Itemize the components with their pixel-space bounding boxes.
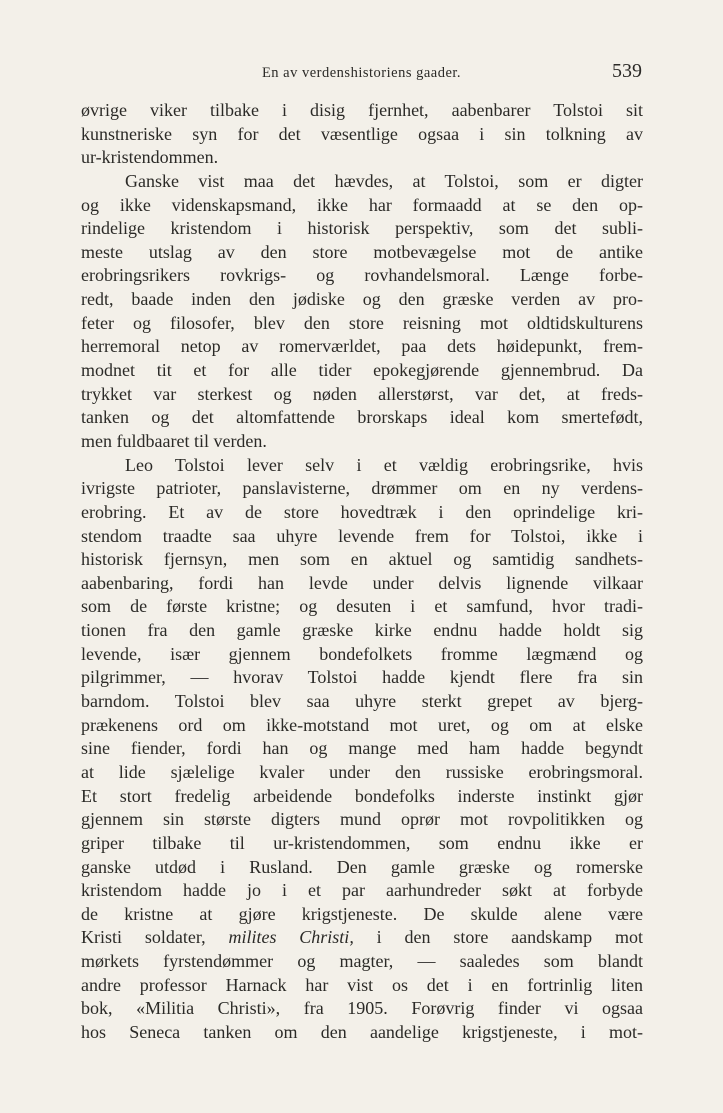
body-text: [81, 99, 643, 1045]
text-line: mørkets fyrstendømmer og magter, — saaledes som blandt: [81, 951, 643, 972]
text-line: erobring. Et av de store hovedtræk i den oprindelige kri-: [81, 501, 643, 522]
text-span: i den store aandskamp mot: [353, 927, 643, 948]
text-line: og ikke videnskapsmand, ikke har formaadd at se den op-: [81, 194, 643, 215]
text-line: tanken og det altomfattende brorskaps ideal kom smertefødt,: [81, 407, 643, 428]
text-line: griper tilbake til ur-kristendommen, som endnu ikke er: [81, 832, 643, 853]
text-line: bok, «Militia Christi», fra 1905. Forøvrig finder vi ogsaa: [81, 998, 643, 1019]
running-title: En av verdenshistoriens gaader.: [261, 65, 462, 81]
text-line: modnet tit et for alle tider epokegjørende gjennembrud. Da: [81, 360, 643, 381]
text-line: feter og filosofer, blev den store reisning mot oldtidskulturens: [81, 312, 643, 333]
text-line: aabenbaring, fordi han levde under delvis lignende vilkaar: [81, 572, 643, 593]
text-line: redt, baade inden den jødiske og den græske verden av pro-: [81, 289, 643, 310]
text-line: ganske utdød i Rusland. Den gamle græske og romerske: [81, 856, 643, 877]
running-header: [0, 60, 723, 88]
italic-latin-phrase: milites Christi,: [228, 927, 354, 948]
text-line: ivrigste patrioter, panslavisterne, drømmer om en ny verdens-: [81, 478, 643, 499]
text-line: de kristne at gjøre krigstjeneste. De skulde alene være: [81, 903, 643, 924]
text-line: at lide sjælelige kvaler under den russiske erobringsmoral.: [81, 761, 643, 782]
text-line: sine fiender, fordi han og mange med ham hadde begyndt: [81, 738, 643, 759]
text-line: barndom. Tolstoi blev saa uhyre sterkt grepet av bjerg-: [81, 691, 643, 712]
text-line: trykket var sterkest og nøden allerstørst, var det, at freds-: [81, 383, 643, 404]
text-line: meste utslag av den store motbevægelse mot de antike: [81, 241, 643, 262]
text-line: levende, især gjennem bondefolkets fromme lægmænd og: [81, 643, 643, 664]
text-line: ur-kristendommen.: [81, 147, 219, 168]
text-line: rindelige kristendom i historisk perspektiv, som det subli-: [81, 218, 643, 239]
text-line: men fuldbaaret til verden.: [81, 430, 267, 451]
text-line: tionen fra den gamle græske kirke endnu hadde holdt sig: [81, 620, 643, 641]
text-span: Kristi soldater,: [81, 927, 229, 948]
text-line: gjennem sin største digters mund oprør mot rovpolitikken og: [81, 809, 643, 830]
text-line: hos Seneca tanken om den aandelige krigstjeneste, i mot-: [81, 1021, 643, 1042]
text-line: Et stort fredelig arbeidende bondefolks inderste instinkt gjør: [81, 785, 643, 806]
text-line: prækenens ord om ikke-motstand mot uret, og om at elske: [81, 714, 643, 735]
text-line: øvrige viker tilbake i disig fjernhet, aabenbarer Tolstoi sit: [81, 100, 643, 120]
text-line: erobringsrikers rovkrigs- og rovhandelsmoral. Længe forbe-: [81, 265, 643, 286]
text-line: historisk fjernsyn, men som en aktuel og samtidig sandhets-: [81, 549, 643, 570]
text-line: Ganske vist maa det hævdes, at Tolstoi, som er digter: [125, 170, 643, 191]
text-line: stendom traadte saa uhyre levende frem for Tolstoi, ikke i: [81, 525, 643, 546]
text-line: kristendom hadde jo i et par aarhundreder søkt at forbyde: [81, 880, 643, 901]
text-line: [81, 926, 643, 950]
page-number: 539: [612, 60, 642, 82]
text-line: som de første kristne; og desuten i et samfund, hvor tradi-: [81, 596, 643, 617]
text-line: herremoral netop av romerværldet, paa dets høidepunkt, frem-: [81, 336, 643, 357]
text-line: Leo Tolstoi lever selv i et vældig erobringsrike, hvis: [125, 454, 643, 475]
text-line: pilgrimmer, — hvorav Tolstoi hadde kjendt flere fra sin: [81, 667, 643, 688]
text-line: andre professor Harnack har vist os det i en fortrinlig liten: [81, 974, 643, 995]
text-line: kunstneriske syn for det væsentlige ogsaa i sin tolkning av: [81, 123, 643, 144]
